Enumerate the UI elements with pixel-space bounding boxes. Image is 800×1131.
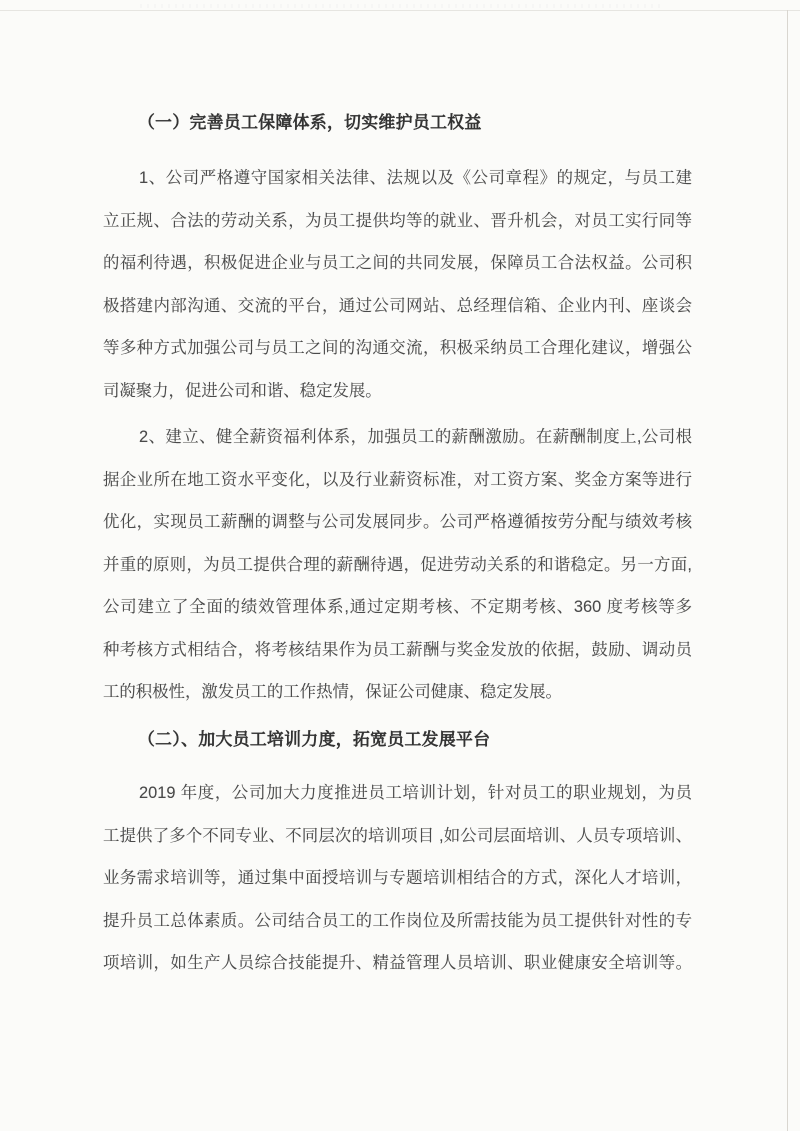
section-1-paragraph-1 xyxy=(103,157,692,412)
text-line: 种考核方式相结合，将考核结果作为员工薪酬与奖金发放的依据，鼓励、调动员 xyxy=(103,640,692,659)
section-2-paragraph-1 xyxy=(103,772,692,985)
text-line: 优化，实现员工薪酬的调整与公司发展同步。公司严格遵循按劳分配与绩效考核 xyxy=(103,513,692,531)
text-line: 业务需求培训等，通过集中面授培训与专题培训相结合的方式，深化人才培训， xyxy=(103,869,692,887)
section-1-heading: （一）完善员工保障体系，切实维护员工权益 xyxy=(138,113,482,132)
section-2-heading: （二）、加大员工培训力度，拓宽员工发展平台 xyxy=(138,730,491,749)
text-line: 公司建立了全面的绩效管理体系,通过定期考核、不定期考核、360 度考核等多 xyxy=(103,598,692,616)
text-line: 据企业所在地工资水平变化，以及行业薪资标准，对工资方案、奖金方案等进行 xyxy=(103,470,692,489)
section-1-paragraph-2 xyxy=(103,416,692,714)
text-line: 的福利待遇，积极促进企业与员工之间的共同发展，保障员工合法权益。公司积 xyxy=(103,254,692,272)
text-line: 项培训，如生产人员综合技能提升、精益管理人员培训、职业健康安全培训等。 xyxy=(103,954,692,972)
scan-top-edge-line xyxy=(0,10,800,11)
text-line: 工的积极性，激发员工的工作热情，保证公司健康、稳定发展。 xyxy=(103,683,562,701)
text-line: 提升员工总体素质。公司结合员工的工作岗位及所需技能为员工提供针对性的专 xyxy=(103,911,692,930)
scan-noise-artifact xyxy=(140,4,660,8)
text-line: 立正规、合法的劳动关系，为员工提供均等的就业、晋升机会，对员工实行同等 xyxy=(103,211,692,230)
text-line: 司凝聚力，促进公司和谐、稳定发展。 xyxy=(103,381,382,400)
text-line: 工提供了多个不同专业、不同层次的培训项目 ,如公司层面培训、人员专项培训、 xyxy=(103,826,692,845)
scan-right-edge-line xyxy=(787,10,788,1131)
text-line: 2、建立、健全薪资福利体系，加强员工的薪酬激励。在薪酬制度上,公司根 xyxy=(139,428,692,446)
text-line: 等多种方式加强公司与员工之间的沟通交流，积极采纳员工合理化建议，增强公 xyxy=(103,339,692,357)
text-line: 1、公司严格遵守国家相关法律、法规以及《公司章程》的规定，与员工建 xyxy=(139,169,692,187)
text-line: 2019 年度，公司加大力度推进员工培训计划，针对员工的职业规划，为员 xyxy=(139,784,692,802)
text-line: 并重的原则，为员工提供合理的薪酬待遇，促进劳动关系的和谐稳定。另一方面, xyxy=(103,555,692,574)
text-line: 极搭建内部沟通、交流的平台，通过公司网站、总经理信箱、企业内刊、座谈会 xyxy=(103,296,692,315)
